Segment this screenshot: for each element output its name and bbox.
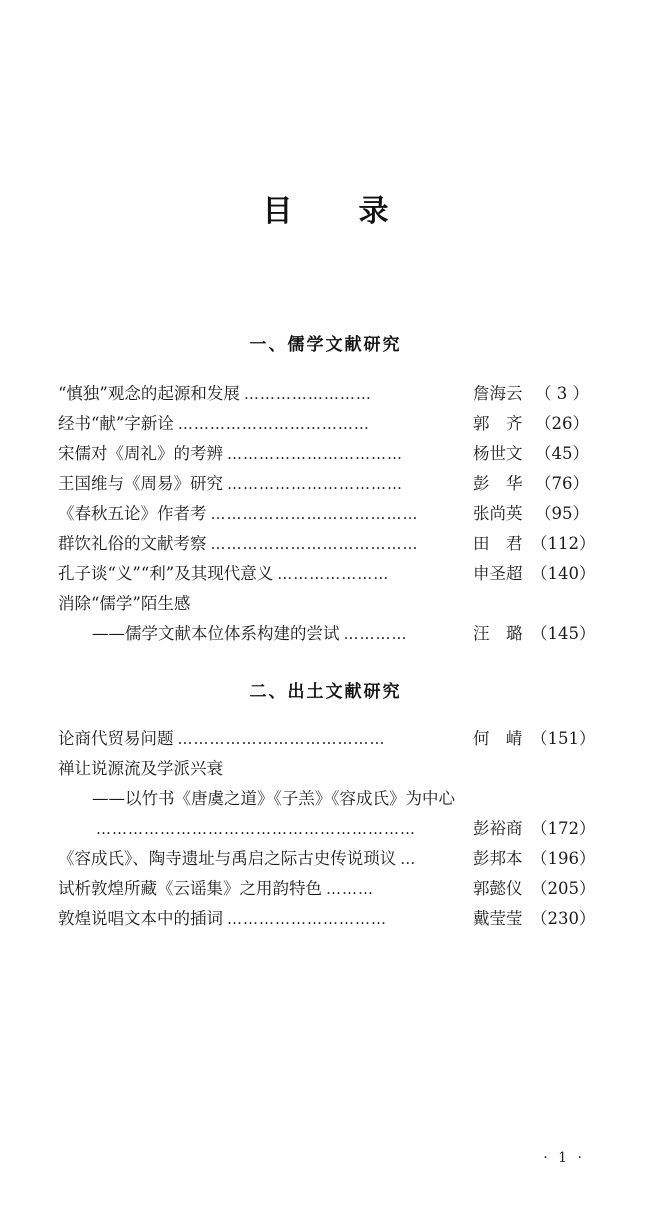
toc-entries-section-2 xyxy=(0,724,651,934)
entry-title: 《春秋五论》作者考 xyxy=(58,504,207,523)
entry-title: 试析敦煌所藏《云谣集》之用韵特色 xyxy=(58,879,322,898)
entry-leader: ………………………… xyxy=(227,910,387,928)
entry-leader: …………………………………………………… xyxy=(96,820,416,838)
toc-entry[interactable] xyxy=(0,874,651,904)
toc-entry[interactable] xyxy=(0,844,651,874)
entry-author: 张尚英 xyxy=(473,504,523,523)
toc-entry[interactable] xyxy=(0,904,651,934)
toc-page xyxy=(0,186,651,1210)
entry-page-number: （145） xyxy=(531,624,596,643)
entry-author: 汪 璐 xyxy=(473,624,523,643)
entry-leader: … xyxy=(400,850,417,868)
entry-author: 彭 华 xyxy=(473,474,523,493)
entry-page-number: （172） xyxy=(531,819,596,838)
toc-entry[interactable] xyxy=(0,589,651,619)
entry-title: 宋儒对《周礼》的考辨 xyxy=(58,444,223,463)
entry-page-number: （112） xyxy=(531,534,596,553)
entry-page-number: （95） xyxy=(535,504,589,523)
page-title: 目 录 xyxy=(262,194,407,229)
entry-leader: ………………………………… xyxy=(177,730,386,748)
entry-title: 孔子谈“义”“利”及其现代意义 xyxy=(58,564,274,583)
toc-entry-subtitle[interactable] xyxy=(0,784,651,814)
entry-title: 敦煌说唱文本中的插词 xyxy=(58,909,223,928)
entry-leader: ………………… xyxy=(277,565,390,583)
entry-title: “慎独”观念的起源和发展 xyxy=(58,384,240,403)
entry-leader: ……………………………… xyxy=(177,415,370,433)
entry-title: ——儒学文献本位体系构建的尝试 xyxy=(92,624,340,643)
entry-leader: ………… xyxy=(343,625,408,643)
page-number: · 1 · xyxy=(543,1150,585,1166)
entry-title: 《容成氏》、陶寺遗址与禹启之际古史传说琐议 xyxy=(58,849,397,868)
toc-entry-subtitle[interactable] xyxy=(0,619,651,649)
entry-leader: ………………………………… xyxy=(210,505,419,523)
entry-page-number: （151） xyxy=(531,729,596,748)
entry-title: 消除“儒学”陌生感 xyxy=(58,594,191,613)
entry-page-number: （196） xyxy=(531,849,596,868)
entry-title: ——以竹书《唐虞之道》《子羔》《容成氏》为中心 xyxy=(92,789,455,808)
entry-title: 群饮礼俗的文献考察 xyxy=(58,534,207,553)
toc-entry[interactable] xyxy=(0,529,651,559)
toc-entry[interactable] xyxy=(0,754,651,784)
section-heading-1: 一、儒学文献研究 xyxy=(249,335,402,355)
entry-title: 经书“献”字新诠 xyxy=(58,414,174,433)
entry-title: 论商代贸易问题 xyxy=(58,729,174,748)
toc-entries-section-1 xyxy=(0,379,651,649)
entry-leader: ………………………………… xyxy=(210,535,419,553)
entry-title: 王国维与《周易》研究 xyxy=(58,474,223,493)
entry-author: 申圣超 xyxy=(473,564,523,583)
entry-leader: …………………………… xyxy=(227,475,403,493)
entry-author: 彭裕商 xyxy=(473,819,523,838)
toc-entry[interactable] xyxy=(0,439,651,469)
entry-page-number: （45） xyxy=(535,444,589,463)
entry-author: 詹海云 xyxy=(473,384,523,403)
section-heading-2: 二、出土文献研究 xyxy=(249,682,402,702)
entry-page-number: （ 3 ） xyxy=(535,384,589,403)
toc-entry[interactable] xyxy=(0,724,651,754)
entry-leader: …………………………… xyxy=(227,445,403,463)
entry-author: 田 君 xyxy=(473,534,523,553)
entry-author: 戴莹莹 xyxy=(473,909,523,928)
toc-entry[interactable] xyxy=(0,409,651,439)
entry-page-number: （76） xyxy=(535,474,589,493)
toc-entry-continuation[interactable] xyxy=(0,814,651,844)
toc-entry[interactable] xyxy=(0,469,651,499)
entry-page-number: （26） xyxy=(535,414,589,433)
entry-title: 禅让说源流及学派兴衰 xyxy=(58,759,223,778)
toc-entry[interactable] xyxy=(0,379,651,409)
entry-author: 郭 齐 xyxy=(473,414,523,433)
entry-author: 何 崝 xyxy=(473,729,523,748)
entry-leader: …………………… xyxy=(243,385,372,403)
entry-author: 彭邦本 xyxy=(473,849,523,868)
entry-author: 郭懿仪 xyxy=(473,879,523,898)
toc-entry[interactable] xyxy=(0,559,651,589)
entry-page-number: （205） xyxy=(531,879,596,898)
entry-author: 杨世文 xyxy=(473,444,523,463)
toc-entry[interactable] xyxy=(0,499,651,529)
entry-page-number: （230） xyxy=(531,909,596,928)
entry-page-number: （140） xyxy=(531,564,596,583)
entry-leader: ……… xyxy=(326,880,374,898)
